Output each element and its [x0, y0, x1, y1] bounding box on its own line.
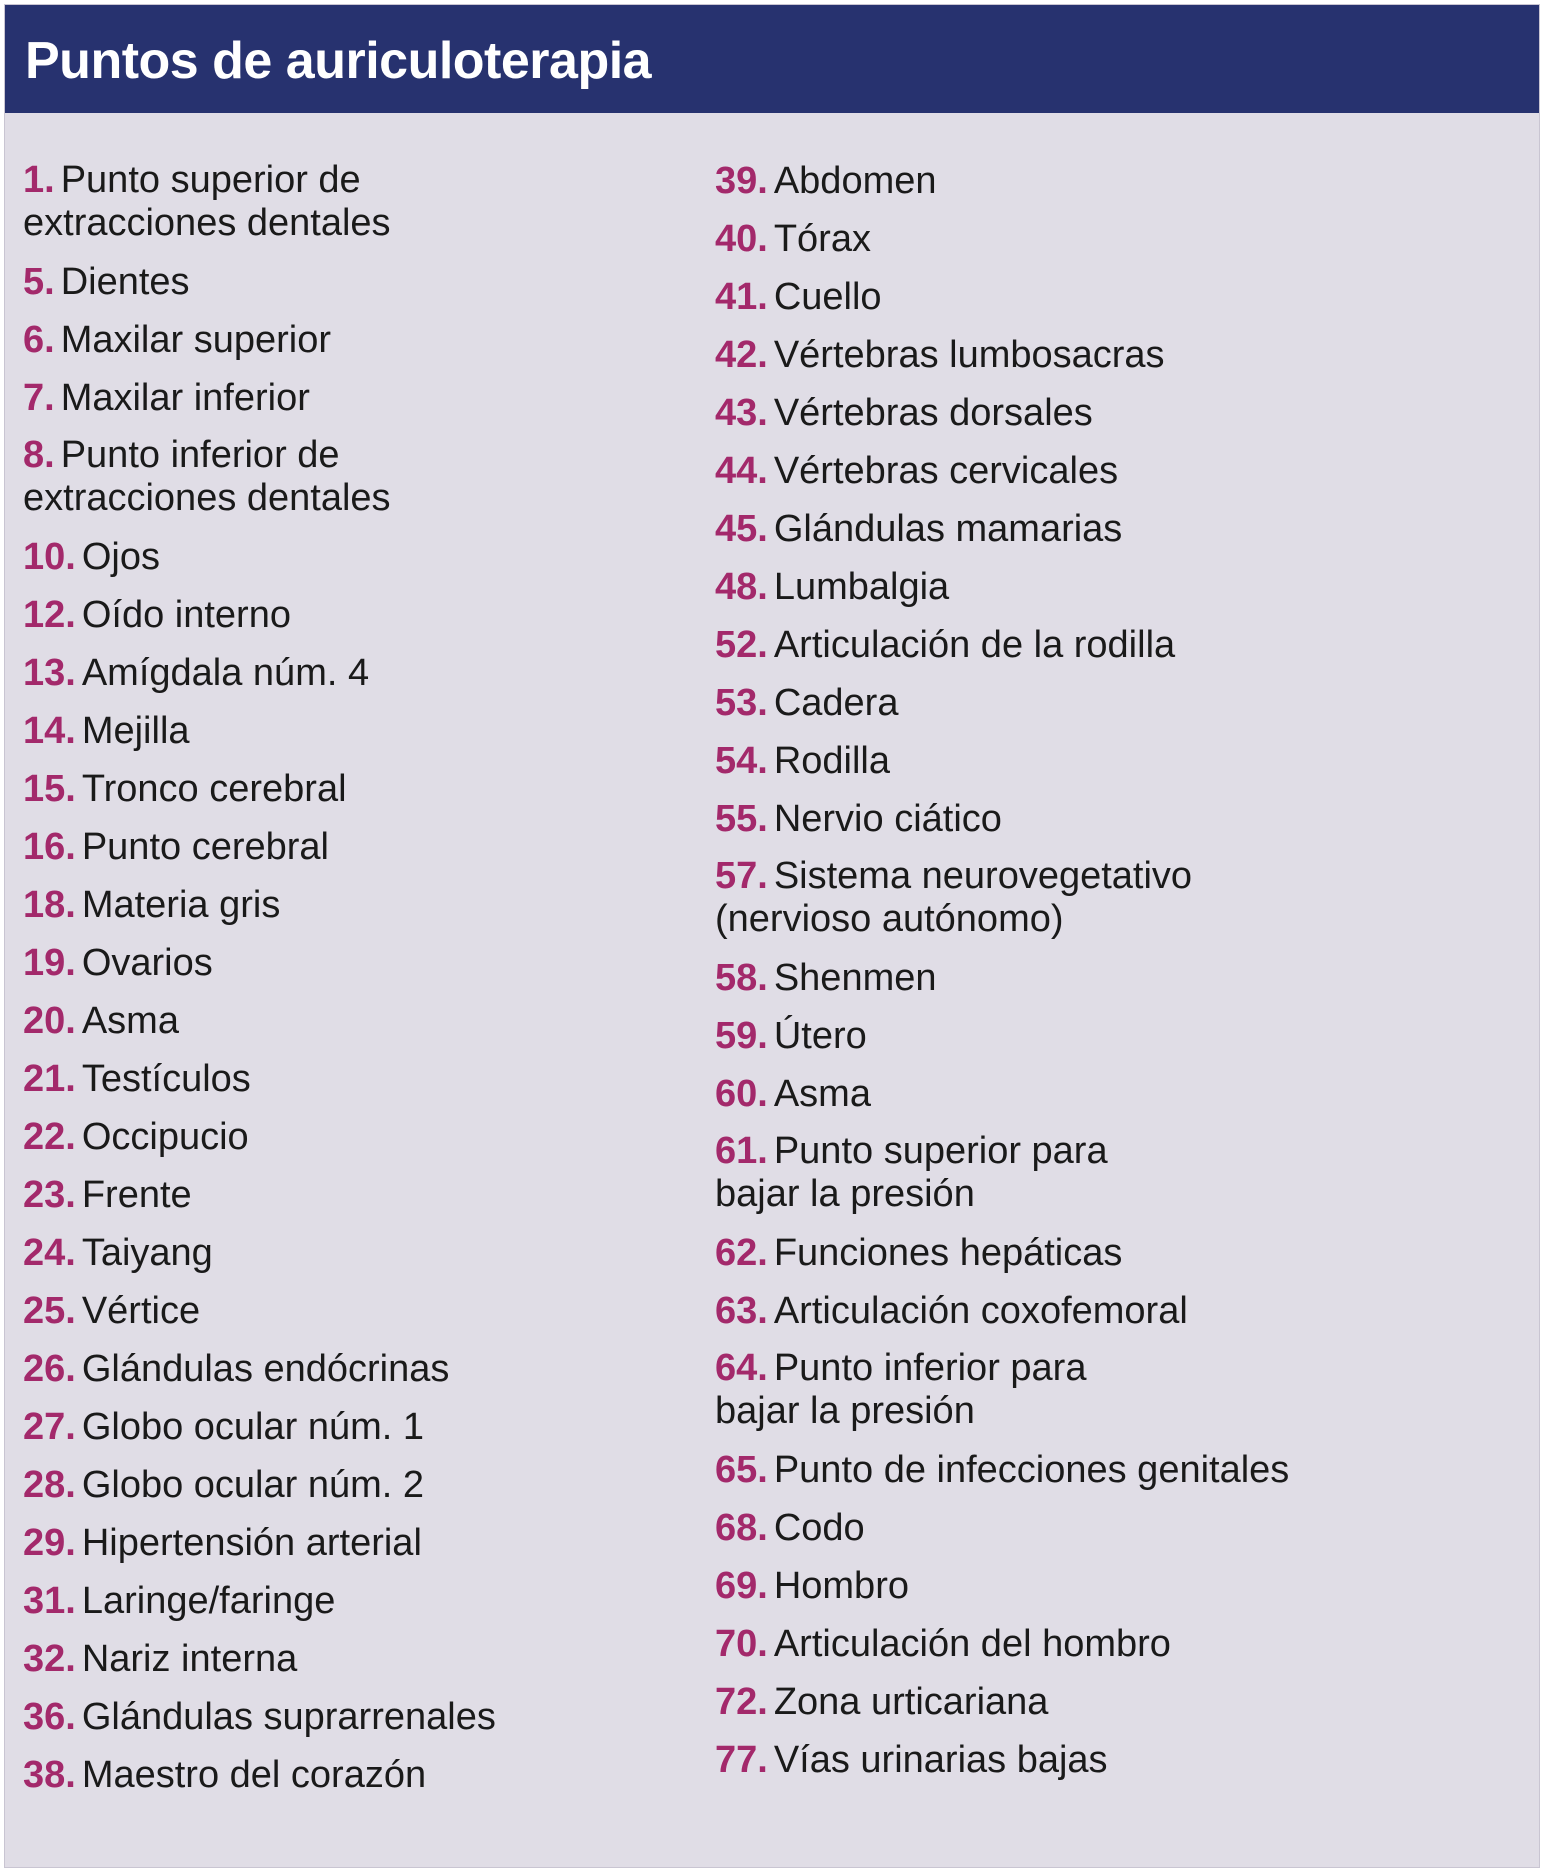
point-label-continued: extracciones dentales	[23, 202, 391, 244]
list-item	[23, 705, 703, 757]
point-label: Glándulas endócrinas	[81, 1348, 450, 1390]
point-number: 39.	[715, 160, 768, 202]
point-label: Punto inferior de	[60, 434, 340, 476]
point-label: Vértebras dorsales	[773, 392, 1093, 434]
point-number: 29.	[23, 1522, 76, 1564]
point-number: 72.	[715, 1681, 768, 1723]
auriculotherapy-panel	[4, 4, 1540, 1868]
point-label: Funciones hepáticas	[773, 1232, 1123, 1274]
list-item	[715, 213, 1395, 265]
point-number: 42.	[715, 334, 768, 376]
list-item	[715, 619, 1395, 671]
point-label: Glándulas suprarrenales	[81, 1696, 496, 1738]
point-label: Rodilla	[773, 740, 890, 782]
point-label: Punto superior para	[773, 1130, 1108, 1172]
point-label: Vías urinarias bajas	[773, 1739, 1108, 1781]
list-item	[23, 1575, 703, 1627]
point-label: Articulación de la rodilla	[773, 624, 1176, 666]
point-label: Ojos	[81, 536, 160, 578]
list-item	[715, 1068, 1395, 1120]
point-label: Frente	[81, 1174, 192, 1216]
point-number: 63.	[715, 1290, 768, 1332]
list-item	[715, 1010, 1395, 1062]
point-number: 36.	[23, 1696, 76, 1738]
point-label: Asma	[81, 1000, 179, 1042]
point-number: 64.	[715, 1347, 768, 1389]
point-number: 24.	[23, 1232, 76, 1274]
point-label: Vértebras cervicales	[773, 450, 1119, 492]
point-number: 70.	[715, 1623, 768, 1665]
list-item	[23, 531, 703, 583]
point-label: Maxilar superior	[60, 319, 332, 361]
list-item	[23, 256, 703, 308]
list-item	[715, 1676, 1395, 1728]
point-number: 58.	[715, 957, 768, 999]
list-item	[23, 879, 703, 931]
point-label: Punto cerebral	[81, 826, 329, 868]
point-label: Sistema neurovegetativo	[773, 855, 1193, 897]
point-label: Punto superior de	[60, 159, 361, 201]
point-number: 68.	[715, 1507, 768, 1549]
point-number: 21.	[23, 1058, 76, 1100]
list-item	[23, 372, 703, 424]
list-item	[715, 677, 1395, 729]
point-number: 22.	[23, 1116, 76, 1158]
point-label: Laringe/faringe	[81, 1580, 336, 1622]
list-item	[23, 1285, 703, 1337]
point-label: Punto inferior para	[773, 1347, 1087, 1389]
point-label-continued: extracciones dentales	[23, 477, 391, 519]
list-item	[715, 1618, 1395, 1670]
point-label: Maxilar inferior	[60, 377, 310, 419]
list-item	[23, 589, 703, 641]
point-number: 65.	[715, 1449, 768, 1491]
point-label: Hombro	[773, 1565, 909, 1607]
point-label: Nervio ciático	[773, 798, 1002, 840]
list-item	[23, 1691, 703, 1743]
point-number: 13.	[23, 652, 76, 694]
point-number: 40.	[715, 218, 768, 260]
point-label-continued: bajar la presión	[715, 1173, 975, 1215]
point-number: 60.	[715, 1073, 768, 1115]
list-item	[23, 937, 703, 989]
list-item	[715, 1502, 1395, 1554]
point-label: Nariz interna	[81, 1638, 298, 1680]
point-label: Testículos	[81, 1058, 251, 1100]
point-label: Vértice	[81, 1290, 201, 1332]
list-item	[715, 1285, 1395, 1337]
point-number: 10.	[23, 536, 76, 578]
point-number: 43.	[715, 392, 768, 434]
left-column	[23, 155, 703, 1807]
point-label-continued: (nervioso autónomo)	[715, 898, 1064, 940]
list-item	[23, 155, 703, 250]
point-number: 48.	[715, 566, 768, 608]
point-number: 12.	[23, 594, 76, 636]
list-item	[715, 1227, 1395, 1279]
list-item	[23, 821, 703, 873]
point-number: 26.	[23, 1348, 76, 1390]
list-item	[23, 995, 703, 1047]
point-label: Maestro del corazón	[81, 1754, 427, 1796]
point-number: 16.	[23, 826, 76, 868]
point-label: Glándulas mamarias	[773, 508, 1123, 550]
point-number: 23.	[23, 1174, 76, 1216]
point-label: Útero	[773, 1015, 867, 1057]
point-label: Tronco cerebral	[81, 768, 347, 810]
point-label-continued: bajar la presión	[715, 1390, 975, 1432]
list-item	[715, 561, 1395, 613]
list-item	[23, 1227, 703, 1279]
list-item	[715, 1560, 1395, 1612]
point-number: 8.	[23, 434, 55, 476]
point-number: 7.	[23, 377, 55, 419]
list-item	[715, 1343, 1395, 1438]
point-label: Dientes	[60, 261, 190, 303]
point-label: Ovarios	[81, 942, 213, 984]
list-item	[715, 387, 1395, 439]
point-number: 28.	[23, 1464, 76, 1506]
point-label: Articulación del hombro	[773, 1623, 1171, 1665]
right-column	[715, 155, 1395, 1792]
point-number: 5.	[23, 261, 55, 303]
list-item	[23, 1111, 703, 1163]
point-label: Articulación coxofemoral	[773, 1290, 1188, 1332]
point-label: Tórax	[773, 218, 871, 260]
point-number: 59.	[715, 1015, 768, 1057]
point-label: Shenmen	[773, 957, 937, 999]
point-number: 32.	[23, 1638, 76, 1680]
point-number: 15.	[23, 768, 76, 810]
panel-title: Puntos de auriculoterapia	[25, 32, 652, 90]
list-item	[23, 647, 703, 699]
point-label: Cuello	[773, 276, 882, 318]
point-number: 14.	[23, 710, 76, 752]
point-number: 55.	[715, 798, 768, 840]
point-label: Globo ocular núm. 2	[81, 1464, 425, 1506]
list-item	[23, 763, 703, 815]
list-item	[715, 1734, 1395, 1786]
list-item	[23, 1169, 703, 1221]
point-label: Mejilla	[81, 710, 190, 752]
list-item	[715, 952, 1395, 1004]
point-number: 52.	[715, 624, 768, 666]
list-item	[715, 329, 1395, 381]
point-number: 45.	[715, 508, 768, 550]
point-number: 69.	[715, 1565, 768, 1607]
point-label: Occipucio	[81, 1116, 249, 1158]
list-item	[715, 155, 1395, 207]
point-label: Materia gris	[81, 884, 281, 926]
point-label: Vértebras lumbosacras	[773, 334, 1165, 376]
point-number: 77.	[715, 1739, 768, 1781]
point-number: 31.	[23, 1580, 76, 1622]
point-label: Hipertensión arterial	[81, 1522, 422, 1564]
list-item	[23, 1517, 703, 1569]
list-item	[715, 445, 1395, 497]
point-label: Taiyang	[81, 1232, 213, 1274]
list-item	[23, 1401, 703, 1453]
point-label: Oído interno	[81, 594, 291, 636]
point-label: Cadera	[773, 682, 899, 724]
point-number: 6.	[23, 319, 55, 361]
point-label: Codo	[773, 1507, 865, 1549]
point-number: 38.	[23, 1754, 76, 1796]
list-item	[23, 1053, 703, 1105]
list-item	[23, 314, 703, 366]
point-number: 25.	[23, 1290, 76, 1332]
list-item	[715, 793, 1395, 845]
list-item	[23, 1749, 703, 1801]
point-number: 57.	[715, 855, 768, 897]
list-item	[715, 1444, 1395, 1496]
list-item	[715, 503, 1395, 555]
point-number: 62.	[715, 1232, 768, 1274]
point-number: 20.	[23, 1000, 76, 1042]
point-label: Globo ocular núm. 1	[81, 1406, 425, 1448]
point-label: Punto de infecciones genitales	[773, 1449, 1290, 1491]
point-number: 54.	[715, 740, 768, 782]
list-item	[23, 430, 703, 525]
list-item	[715, 271, 1395, 323]
list-item	[23, 1343, 703, 1395]
point-number: 61.	[715, 1130, 768, 1172]
point-number: 1.	[23, 159, 55, 201]
list-item	[23, 1633, 703, 1685]
point-number: 41.	[715, 276, 768, 318]
point-label: Amígdala núm. 4	[81, 652, 370, 694]
point-number: 18.	[23, 884, 76, 926]
list-item	[715, 1126, 1395, 1221]
point-label: Lumbalgia	[773, 566, 950, 608]
list-item	[715, 735, 1395, 787]
point-number: 53.	[715, 682, 768, 724]
point-number: 27.	[23, 1406, 76, 1448]
list-item	[715, 851, 1395, 946]
point-label: Abdomen	[773, 160, 937, 202]
panel-header	[5, 5, 1539, 113]
point-number: 44.	[715, 450, 768, 492]
point-number: 19.	[23, 942, 76, 984]
point-label: Asma	[773, 1073, 871, 1115]
point-label: Zona urticariana	[773, 1681, 1049, 1723]
list-item	[23, 1459, 703, 1511]
